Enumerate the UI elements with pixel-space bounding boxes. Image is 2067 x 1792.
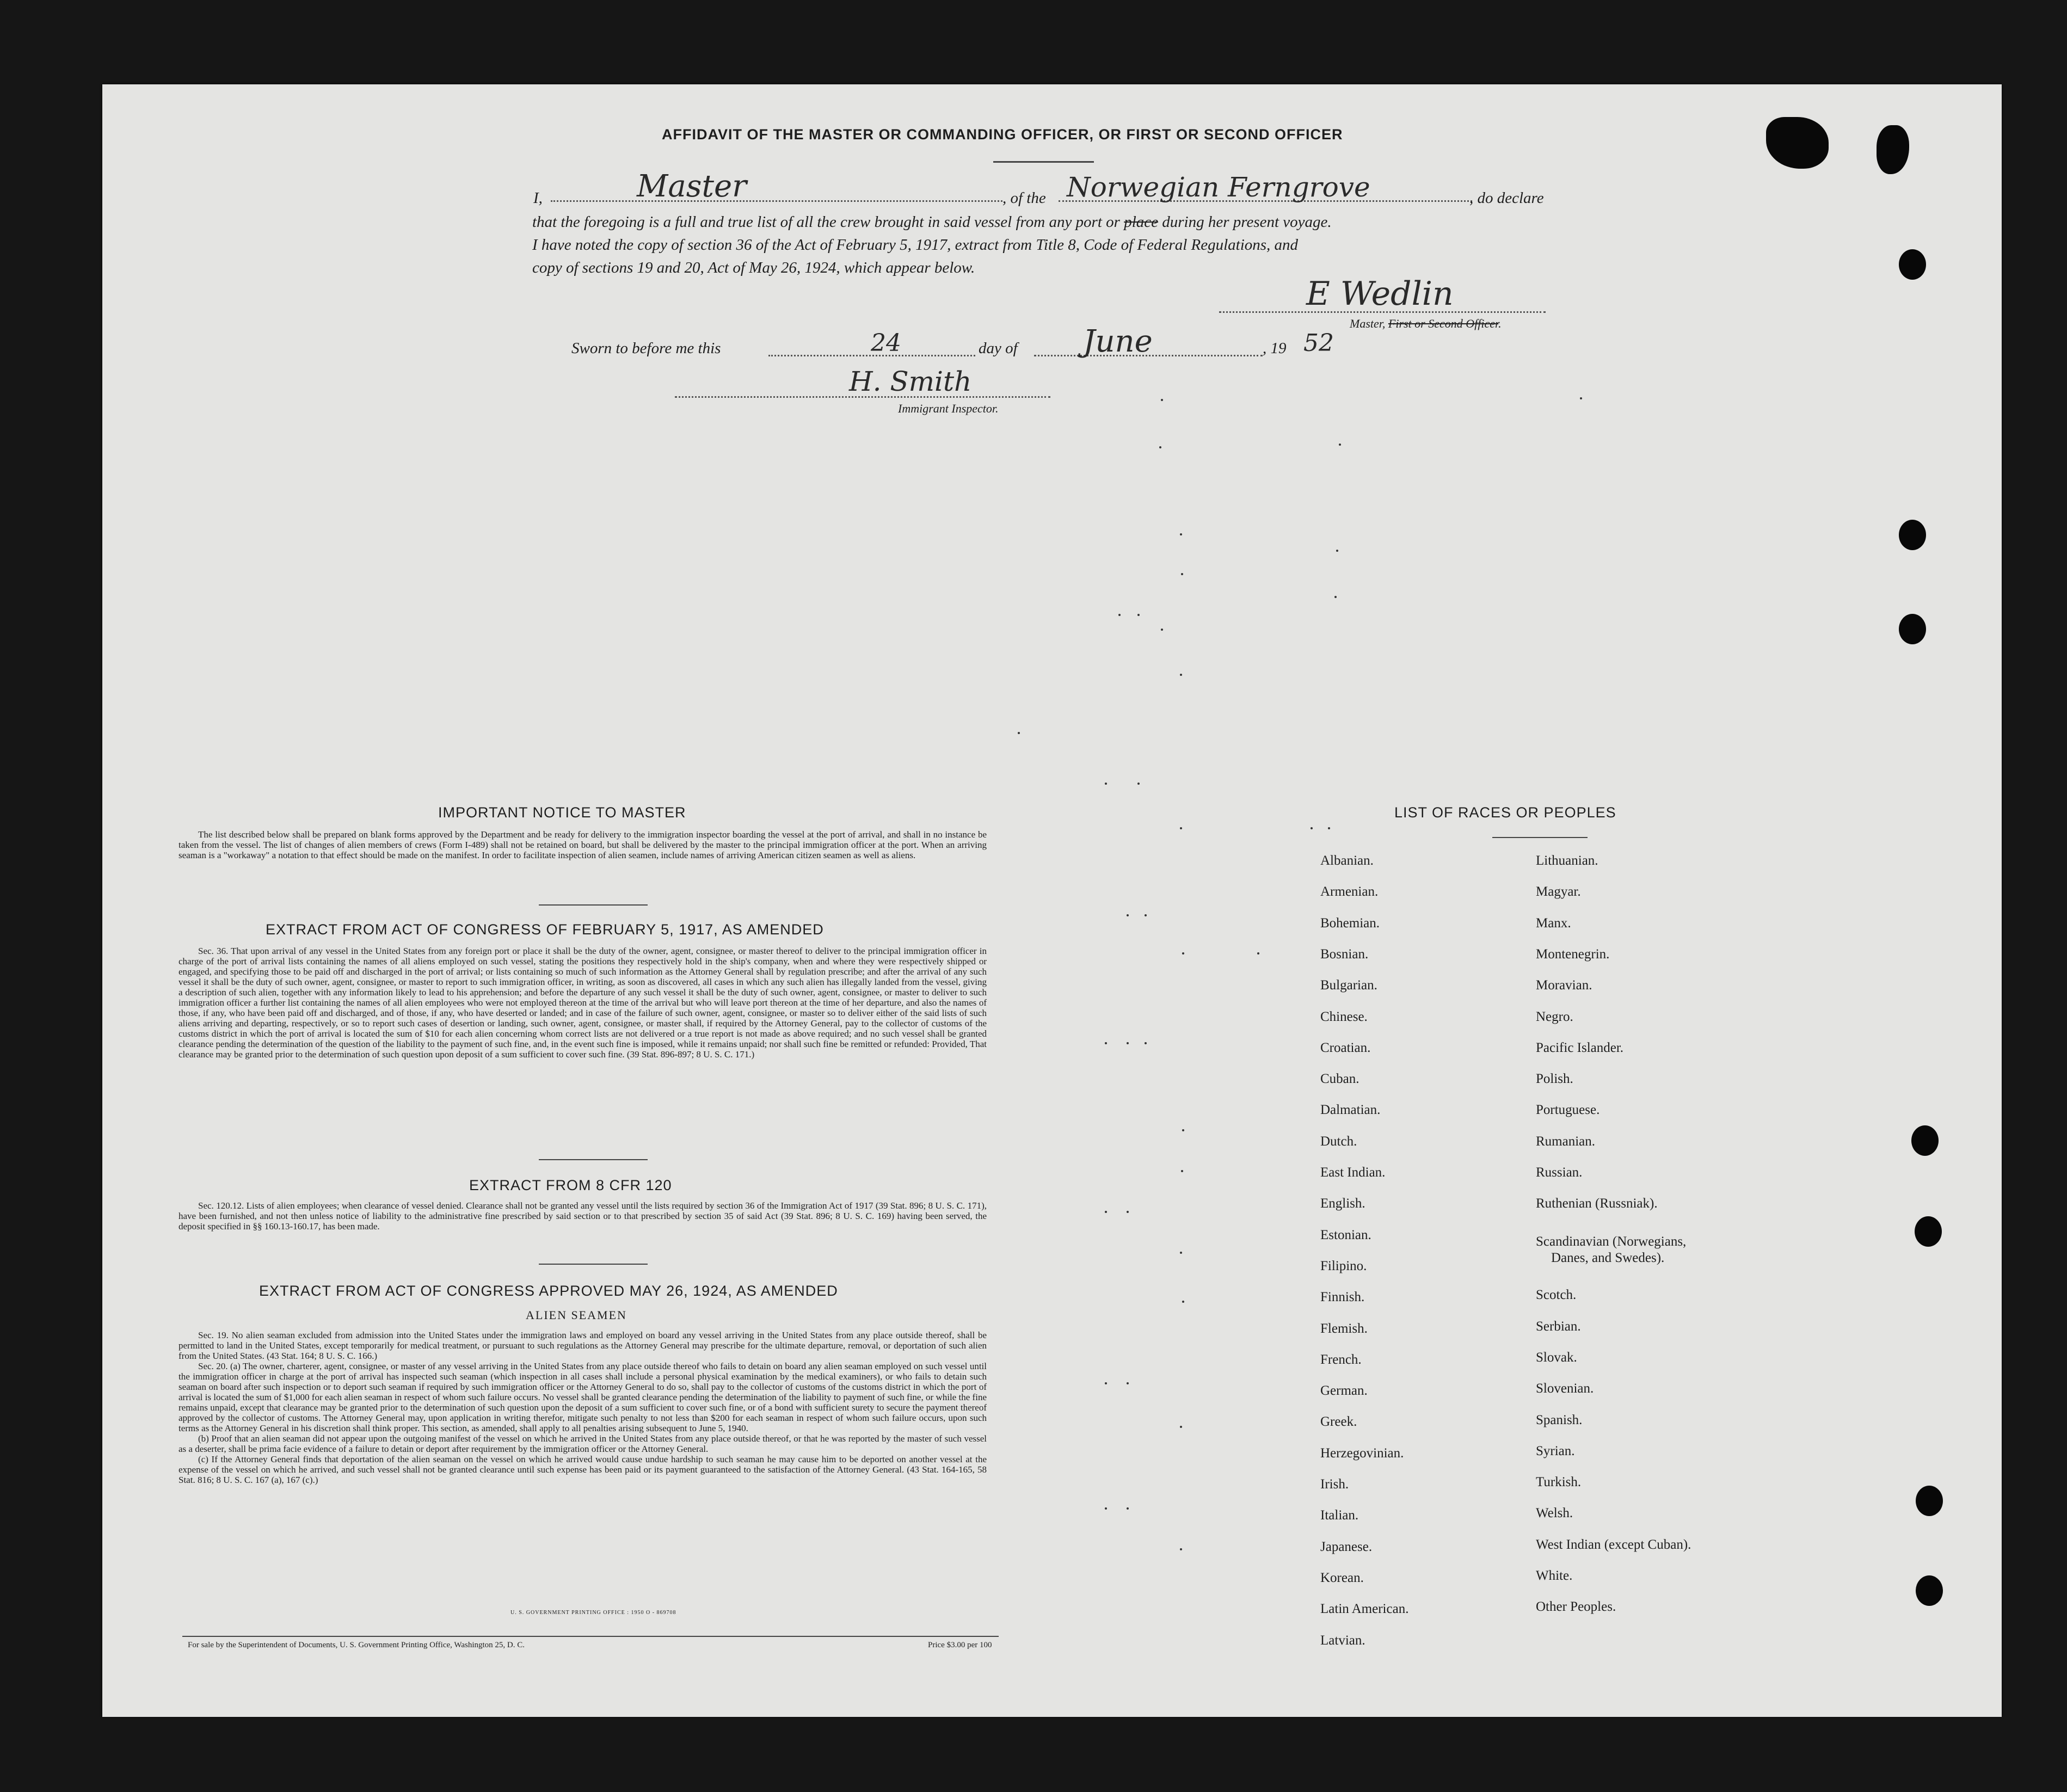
sec19-text: Sec. 19. No alien seaman excluded from admission into the United States under the immigration laws and employed on board any vessel arriving in the United States from any place outside thereof, shall be permitted to land in the United States, except temporarily for medical treatment, or pursuant to such regulations as the Attorney General may prescribe for the ultimate departure, removal, or deportation of such alien from the United States. (43 Stat. 164; 8 U. S. C. 166.) — [179, 1330, 987, 1361]
speck-mark — [1105, 1382, 1107, 1384]
master-signature: E Wedlin — [1306, 275, 1454, 313]
year-prefix: , 19 — [1263, 340, 1287, 357]
race-item: Armenian. — [1320, 884, 1379, 900]
race-item: Greek. — [1320, 1414, 1357, 1430]
sec20b-text: (b) Proof that an alien seaman did not appear upon the outgoing manifest of the vessel on which he arrived in the United States from any place outside thereof, or that he was reported by the master of such vessel as a deserter, shall be prima facie evidence of a failure to detain or deport after requirement by the immigration officer or the Attorney General. — [179, 1433, 987, 1454]
punch-hole — [1911, 1125, 1939, 1156]
punch-hole — [1899, 520, 1926, 550]
race-item: Latin American. — [1320, 1602, 1409, 1617]
race-item: Manx. — [1536, 915, 1571, 931]
rank-handwritten: Master — [637, 169, 747, 204]
notice-title: IMPORTANT NOTICE TO MASTER — [438, 804, 686, 821]
speck-mark — [1127, 1211, 1129, 1213]
punch-hole — [1915, 1216, 1942, 1247]
affidavit-line2-post: during her present voyage. — [1162, 213, 1332, 231]
races-title: LIST OF RACES OR PEOPLES — [1394, 804, 1616, 821]
month-handwritten: June — [1083, 324, 1153, 359]
race-item: Ruthenian (Russniak). — [1536, 1196, 1658, 1211]
race-item: Slovenian. — [1536, 1381, 1594, 1396]
race-item: Irish. — [1320, 1477, 1349, 1492]
speck-mark — [1180, 533, 1182, 535]
race-item: Welsh. — [1536, 1506, 1573, 1521]
notice-text: The list described below shall be prepared on blank forms approved by the Department and be ready for delivery to the immigration inspector boarding the vessel at the port of arrival, and shall in no instance be taken from the vessel. The list of changes of alien members of crews (Form I-489) shall not be retained on board, but shall be delivered by the master to the principal immigration officer at the port. When an arriving seaman is a "workaway" a notation to that effect should be made on the manifest. In order to facilitate inspection of alien seamen, include names of arriving American citizen seamen as well as aliens. — [179, 829, 987, 860]
sworn-prefix: Sworn to before me this — [571, 340, 721, 357]
speck-mark — [1180, 1252, 1182, 1254]
sec20a-text: Sec. 20. (a) The owner, charterer, agent, consignee, or master of any vessel arriving in the United States from any place outside thereof who fails to detain on board any alien seaman employed on such vessel until the immigration officer in charge at the port of arrival has inspected such seaman (which inspection in all cases shall include a personal physical examination by the medical examiners), or who fails to detain such seaman on board after such inspection or to deport such seaman if required by such immigration officer or the Attorney General to do so, shall pay to the collector of customs of the customs district in which the port of arrival is located the sum of $1,000 for each alien seaman in respect of whom such failure occurs. No vessel shall be granted clearance pending the determination of the liability to payment of such fine, or while the fine remains unpaid, except that clearance may be granted prior to the determination of such question upon the deposit of a sum sufficient to cover such fine, or of a bond with sufficient surety to secure the payment thereof approved by the collector of customs. The Attorney General may, upon application in writing therefor, mitigate such penalty to not less than $200 for each seaman in respect of whom such failure occurs, upon such terms as the Attorney General in his discretion shall think proper. This section, as amended, shall apply to all penalties arising subsequent to June 5, 1940. — [179, 1361, 987, 1433]
race-item: Spanish. — [1536, 1412, 1583, 1427]
affidavit-line2-strike: place — [1124, 213, 1159, 231]
day-of-text: day of — [979, 340, 1018, 357]
race-item: Montenegrin. — [1536, 946, 1610, 962]
race-item: Pacific Islander. — [1536, 1040, 1624, 1055]
race-item: Other Peoples. — [1536, 1599, 1616, 1615]
inspector-line — [675, 396, 1050, 398]
race-item: French. — [1320, 1352, 1362, 1367]
signature-caption — [1350, 317, 1502, 331]
speck-mark — [1580, 397, 1582, 399]
title-rule — [993, 161, 1094, 163]
caption-end: . — [1498, 317, 1502, 330]
race-item: East Indian. — [1320, 1165, 1386, 1180]
extract-cfr-title: EXTRACT FROM 8 CFR 120 — [469, 1177, 672, 1193]
race-item: Japanese. — [1320, 1539, 1373, 1554]
speck-mark — [1180, 674, 1182, 676]
speck-mark — [1257, 952, 1259, 954]
race-item: West Indian (except Cuban). — [1536, 1537, 1691, 1552]
year-handwritten: 52 — [1303, 329, 1334, 357]
speck-mark — [1105, 783, 1107, 785]
notice-body — [179, 829, 987, 860]
extract-1924-subtitle: ALIEN SEAMEN — [526, 1308, 627, 1322]
speck-mark — [1018, 732, 1020, 734]
race-item: Serbian. — [1536, 1319, 1581, 1334]
race-item: German. — [1320, 1383, 1368, 1399]
speck-mark — [1181, 573, 1183, 575]
affidavit-line2-pre: that the foregoing is a full and true list of all the crew brought in said vessel from any port or — [532, 213, 1120, 231]
race-item: Korean. — [1320, 1570, 1364, 1585]
footer-sale: For sale by the Superintendent of Documents, U. S. Government Printing Office, Washington 25, D. C. — [188, 1641, 525, 1649]
race-item: Cuban. — [1320, 1071, 1359, 1087]
extract-1924-body — [179, 1330, 987, 1485]
extract-1917-body — [179, 946, 987, 1060]
speck-mark — [1180, 827, 1182, 829]
punch-hole — [1899, 249, 1926, 280]
speck-mark — [1127, 1042, 1129, 1044]
extract-1917-rule — [539, 1159, 648, 1160]
affidavit-line1-prefix: I, — [533, 189, 543, 207]
of-the-text: , of the — [1002, 189, 1046, 207]
caption-master: Master, — [1350, 317, 1386, 330]
speck-mark — [1105, 1507, 1107, 1510]
affidavit-title: AFFIDAVIT OF THE MASTER OR COMMANDING OFFICER, OR FIRST OR SECOND OFFICER — [662, 126, 1343, 143]
race-item: Estonian. — [1320, 1227, 1371, 1242]
footer-rule — [182, 1636, 999, 1637]
speck-mark — [1180, 1548, 1182, 1550]
speck-mark — [1161, 399, 1163, 401]
vessel-name-handwritten: Norwegian Ferngrove — [1067, 171, 1370, 203]
race-item: Filipino. — [1320, 1258, 1367, 1273]
race-item: White. — [1536, 1568, 1573, 1583]
race-item: Portuguese. — [1536, 1103, 1600, 1118]
speck-mark — [1159, 446, 1161, 448]
race-item: Chinese. — [1320, 1009, 1368, 1024]
extract-1917-text: Sec. 36. That upon arrival of any vessel in the United States from any foreign port or place it shall be the duty of the owner, agent, consignee, or master thereof to deliver to the principal immigration officer in charge of the port of arrival lists containing the names of all aliens employed on such vessel, stating the positions they respectively hold in the ship's company, when and where they were respectively shipped or engaged, and specifying those to be paid off and discharged in the port of arrival; or lists containing so much of such information as the Attorney General shall by regulation prescribe; and after the arrival of any such vessel it shall be the duty of such owner, agent, consignee, or master to report to such immigration officer, in writing, as soon as discovered, all cases in which any such alien has illegally landed from the vessel, giving a description of such alien, together with any information likely to lead to his apprehension; and before the departure of any such vessel it shall be the duty of such owner, agent, consignee, or master to deliver to such immigration officer a further list containing the names of all alien employees who were not employed thereon at the time of the arrival but who will leave port thereon at the time of her departure, and also the names of those, if any, who have been paid off and discharged, and of those, if any, who have deserted or landed; and in case of the failure of such owner, agent, consignee, or master so to deliver either of the said lists of such aliens arriving and departing, respectively, or so to report such cases of desertion or landing, such owner, agent, consignee, or master shall, if required by the Attorney General, pay to the collector of customs of the customs district in which the port of arrival is located the sum of $10 for each alien concerning whom correct lists are not delivered or a true report is not made as above required; and no such vessel shall be granted clearance pending the determination of the question of the liability to the payment of such fine, and, in the event such fine is imposed, while it remains unpaid; nor shall such fine be remitted or refunded: Provided, That clearance may be granted prior to the determination of such question upon deposit of a sum sufficient to cover such fine. (39 Stat. 896-897; 8 U. S. C. 171.) — [179, 946, 987, 1060]
speck-mark — [1127, 1507, 1129, 1510]
footer-price: Price $3.00 per 100 — [928, 1641, 992, 1649]
race-item: Danes, and Swedes). — [1551, 1251, 1665, 1266]
sec20c-text: (c) If the Attorney General finds that deportation of the alien seaman on the vessel on which he arrived would cause undue hardship to such seaman he may cause him to be deported on another vessel at the expense of the vessel on which he arrived, and such vessel shall not be granted clearance until such expense has been paid or its payment guaranteed to the satisfaction of the Attorney General. (43 Stat. 164-165, 58 Stat. 816; 8 U. S. C. 167 (a), 167 (c).) — [179, 1454, 987, 1485]
inspector-caption: Immigrant Inspector. — [898, 402, 999, 415]
speck-mark — [1339, 444, 1341, 446]
affidavit-line3: I have noted the copy of section 36 of the Act of February 5, 1917, extract from Title 8, Code of Federal Regulations, and — [532, 236, 1299, 254]
race-item: Moravian. — [1536, 978, 1592, 993]
speck-mark — [1145, 914, 1147, 916]
race-item: Negro. — [1536, 1009, 1573, 1024]
speck-mark — [1137, 783, 1140, 785]
race-item: Croatian. — [1320, 1040, 1371, 1055]
affidavit-line2 — [532, 213, 1332, 231]
race-item: Bohemian. — [1320, 915, 1380, 931]
punch-hole — [1899, 614, 1926, 644]
extract-cfr-rule — [539, 1264, 648, 1265]
race-item: Scotch. — [1536, 1288, 1577, 1303]
affidavit-line4: copy of sections 19 and 20, Act of May 26, 1924, which appear below. — [532, 259, 975, 276]
races-rule — [1492, 837, 1588, 838]
speck-mark — [1182, 1129, 1184, 1131]
punch-hole — [1916, 1486, 1943, 1516]
speck-mark — [1145, 1042, 1147, 1044]
speck-mark — [1105, 1211, 1107, 1213]
speck-mark — [1182, 1301, 1184, 1303]
speck-mark — [1336, 550, 1338, 552]
extract-1917-title: EXTRACT FROM ACT OF CONGRESS OF FEBRUARY 5, 1917, AS AMENDED — [266, 921, 824, 938]
race-item: Albanian. — [1320, 853, 1374, 868]
signature-line — [1219, 311, 1546, 313]
race-item: Magyar. — [1536, 884, 1581, 900]
race-item: Italian. — [1320, 1508, 1359, 1523]
extract-1924-title: EXTRACT FROM ACT OF CONGRESS APPROVED MAY 26, 1924, AS AMENDED — [259, 1283, 838, 1299]
speck-mark — [1334, 596, 1337, 598]
race-item: Slovak. — [1536, 1350, 1577, 1365]
race-item: Latvian. — [1320, 1633, 1365, 1648]
race-item: Russian. — [1536, 1165, 1583, 1180]
day-handwritten: 24 — [871, 329, 901, 357]
race-item: Flemish. — [1320, 1321, 1368, 1336]
race-item: Turkish. — [1536, 1475, 1582, 1490]
extract-cfr-body — [179, 1200, 987, 1231]
caption-struck: First or Second Officer — [1388, 317, 1499, 330]
race-item: Finnish. — [1320, 1290, 1365, 1305]
extract-cfr-text: Sec. 120.12. Lists of alien employees; when clearance of vessel denied. Clearance shall not be granted any vessel until the lists required by section 36 of the Immigration Act of 1917 (39 Stat. 896; 8 U. S. C. 171), have been furnished, and not then unless notice of liability to the administrative fine prescribed by said section or to that prescribed by section 35 of said Act (39 Stat. 896; 8 U. S. C. 169) having been served, the deposit specified in §§ 160.13-160.17, has been made. — [179, 1200, 987, 1231]
notice-rule — [539, 904, 648, 906]
race-item: Bulgarian. — [1320, 978, 1377, 993]
speck-mark — [1127, 914, 1129, 916]
gpo-imprint: U. S. GOVERNMENT PRINTING OFFICE : 1950 O - 869708 — [510, 1610, 676, 1616]
speck-mark — [1127, 1382, 1129, 1384]
speck-mark — [1137, 614, 1140, 616]
speck-mark — [1182, 952, 1184, 954]
rank-line — [551, 200, 1002, 202]
race-item: Bosnian. — [1320, 946, 1369, 962]
speck-mark — [1311, 827, 1313, 829]
inspector-signature: H. Smith — [849, 366, 972, 397]
race-item: English. — [1320, 1196, 1365, 1211]
race-item: Herzegovinian. — [1320, 1445, 1404, 1461]
race-item: Dutch. — [1320, 1134, 1357, 1149]
speck-mark — [1328, 827, 1330, 829]
race-item: Syrian. — [1536, 1443, 1575, 1458]
race-item: Lithuanian. — [1536, 853, 1598, 868]
race-item: Rumanian. — [1536, 1134, 1596, 1149]
speck-mark — [1181, 1170, 1183, 1172]
punch-hole — [1916, 1575, 1943, 1606]
speck-mark — [1105, 1042, 1107, 1044]
speck-mark — [1118, 614, 1121, 616]
race-item: Dalmatian. — [1320, 1103, 1381, 1118]
race-item: Polish. — [1536, 1071, 1573, 1087]
do-declare-text: , do declare — [1469, 189, 1544, 207]
speck-mark — [1161, 629, 1163, 631]
race-item: Scandinavian (Norwegians, — [1536, 1234, 1687, 1249]
speck-mark — [1180, 1426, 1182, 1428]
